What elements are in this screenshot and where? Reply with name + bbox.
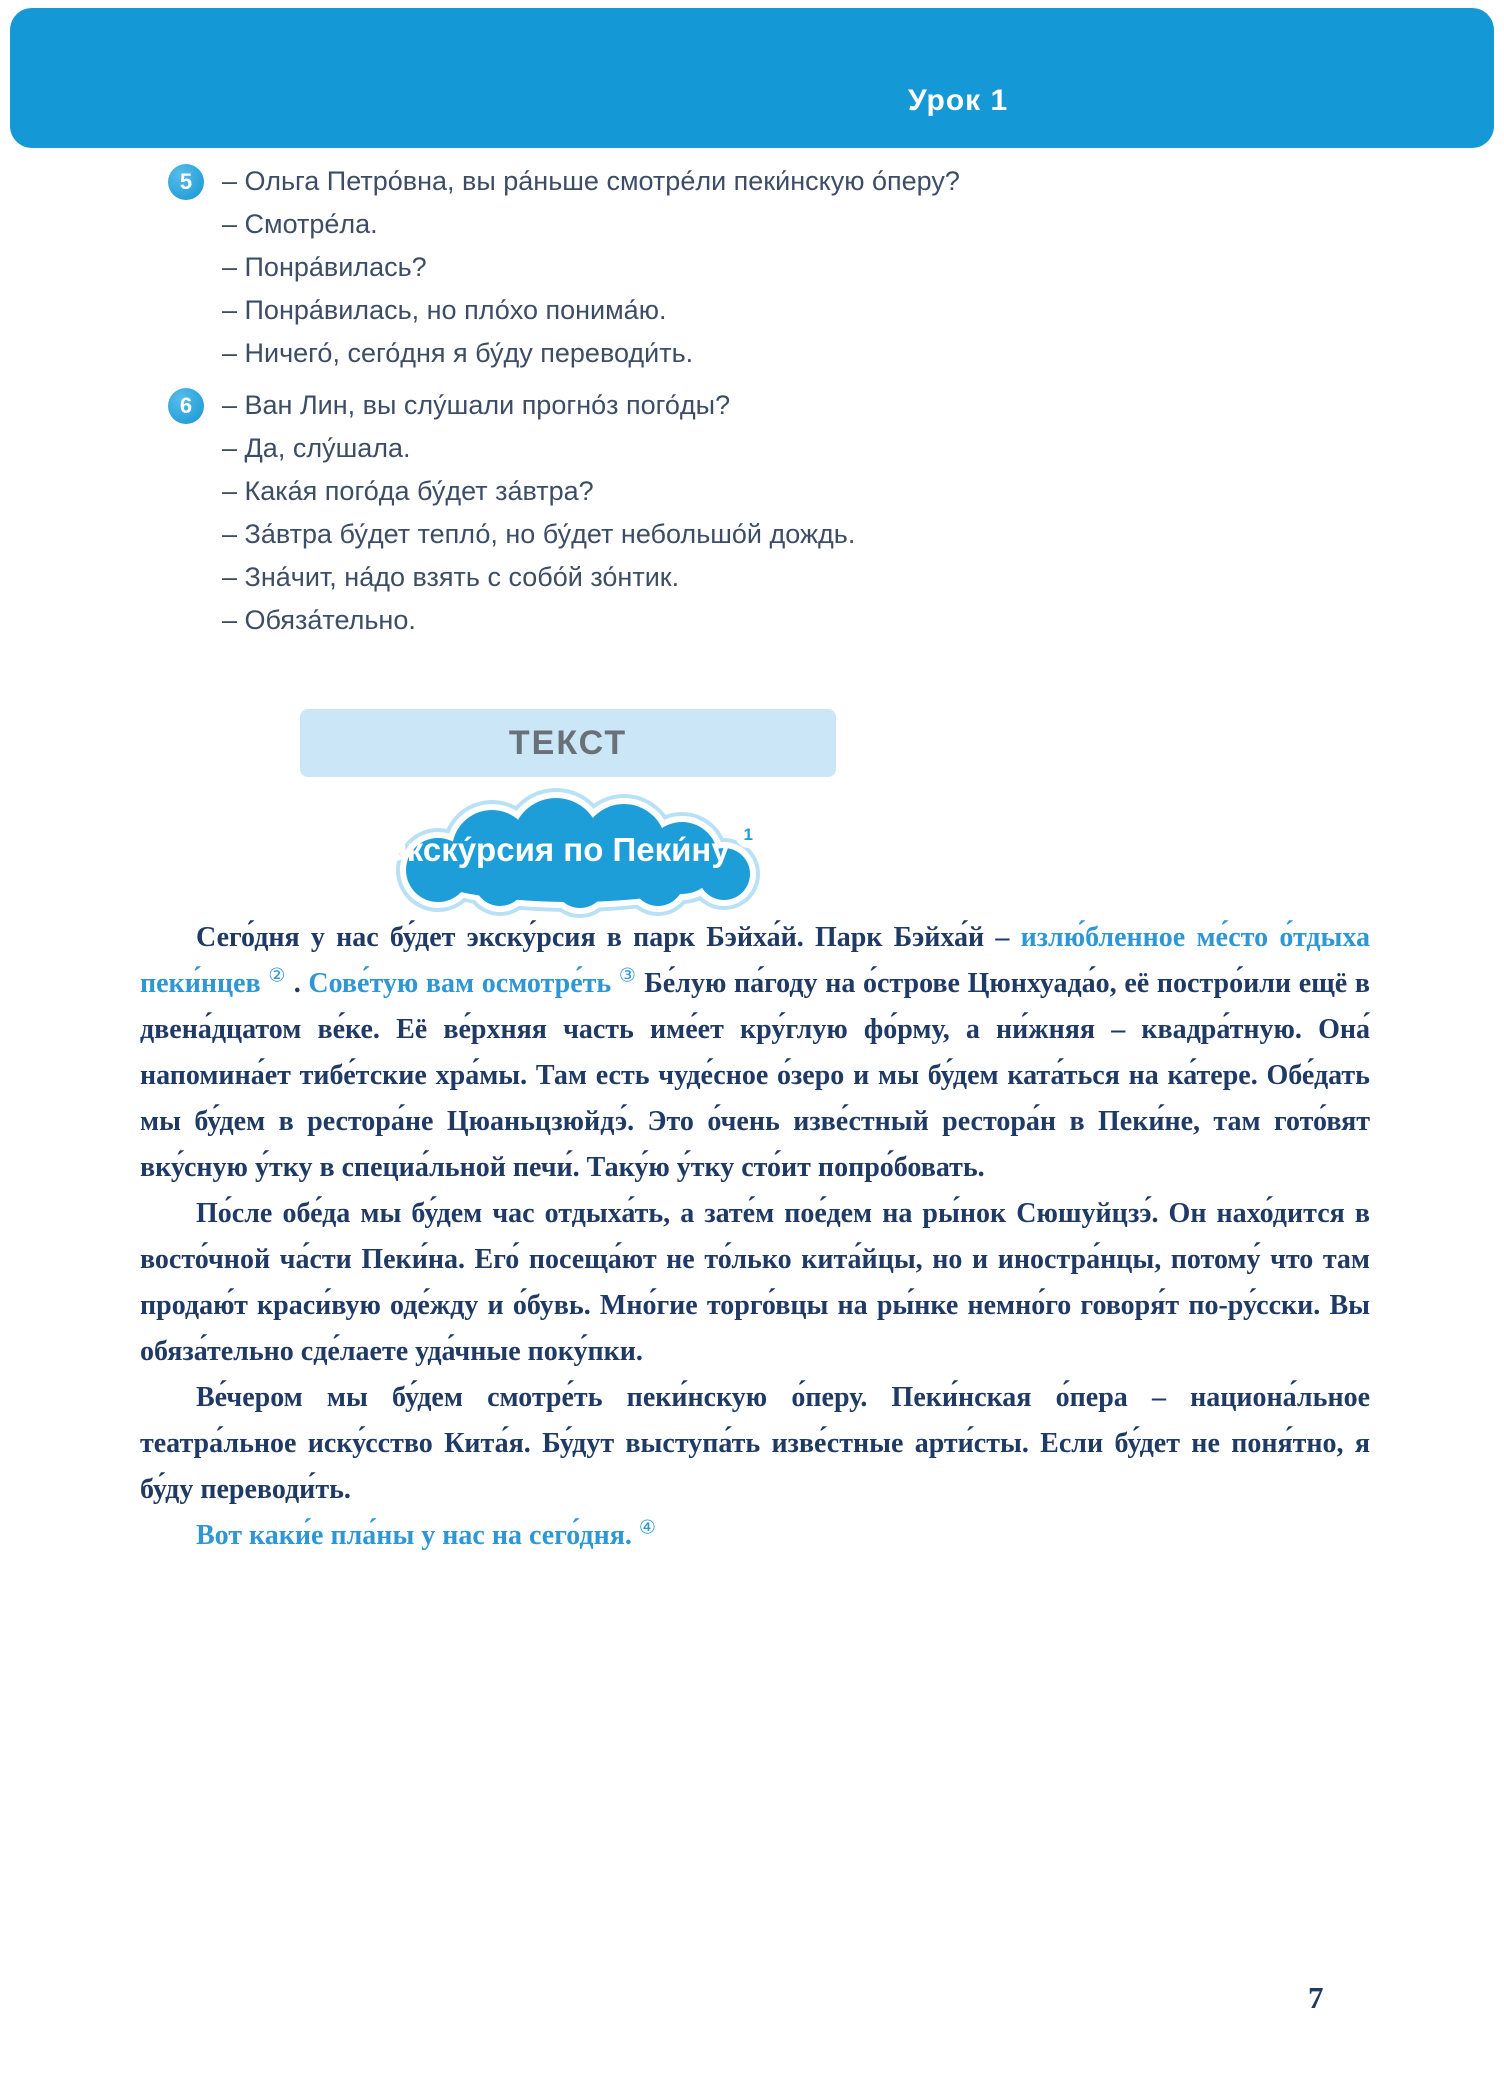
footnote-ref-2: ② bbox=[268, 965, 287, 987]
reading-text bbox=[140, 915, 1370, 1559]
page-number: 7 bbox=[1308, 1980, 1324, 2015]
dialogue-line: – Понра́вилась? bbox=[222, 252, 427, 282]
dialogue-line: – Обяза́тельно. bbox=[222, 605, 416, 635]
lesson-label: Урок 1 bbox=[908, 84, 1009, 117]
paragraph-segment-highlight: Сове́тую вам осмотре́ть bbox=[308, 968, 619, 999]
dialogue-item-5 bbox=[168, 160, 1414, 375]
title-cloud bbox=[380, 790, 765, 914]
dialogue-line: – За́втра бу́дет тепло́, но бу́дет небольшо́й дождь. bbox=[222, 519, 856, 549]
dialogue-item-6 bbox=[168, 384, 1414, 642]
header-band bbox=[10, 8, 1494, 148]
section-banner-label: ТЕКСТ bbox=[508, 723, 628, 762]
footnote-ref-3: ③ bbox=[618, 965, 637, 987]
dialogue-line: – Понра́вилась, но пло́хо понима́ю. bbox=[222, 295, 667, 325]
paragraph-segment-highlight: Вот каки́е пла́ны у нас на сего́дня. bbox=[196, 1520, 639, 1551]
footnote-badge-1: 1 bbox=[735, 821, 762, 848]
dialogue-line: – Ольга Петро́вна, вы ра́ньше смотре́ли пеки́нскую о́перу? bbox=[222, 166, 960, 196]
text-paragraph-4 bbox=[140, 1513, 1370, 1559]
dialogue-line: – Да, слу́шала. bbox=[222, 433, 411, 463]
paragraph-segment-highlight: излю́бленное ме́сто о́тдыха пеки́нцев bbox=[140, 922, 1371, 999]
paragraph-segment: По́сле обе́да мы бу́дем час отдыха́ть, а зате́м пое́дем на ры́нок Сюшуйцзэ́. Он нахо́дится в восто́чной ча́сти Пеки́на. Его́ посеща́ют не то́лько кита́йцы, но и иностра́нцы, потому́ что там продаю́т краси́вую оде́жду и о́бувь. Мно́гие торго́вцы на ры́нке немно́го говоря́т по-ру́сски. Вы обяза́тельно сде́лаете уда́чные поку́пки. bbox=[140, 1198, 1370, 1367]
paragraph-segment: Сего́дня у нас бу́дет экску́рсия в парк Бэйха́й. Парк Бэйха́й – bbox=[196, 922, 1021, 953]
text-paragraph-1 bbox=[140, 915, 1370, 1191]
text-paragraph-3 bbox=[140, 1375, 1370, 1513]
dialogue-line: – Ничего́, сего́дня я бу́ду переводи́ть. bbox=[222, 338, 694, 368]
paragraph-segment: Бе́лую па́году на о́строве Цюнхуада́о, её постро́или ещё в двена́дцатом ве́ке. Её ве́рхняя часть име́ет кру́глую фо́рму, а ни́жняя – квадра́тную. Она́ напомина́ет тибе́тские хра́мы. Там есть чуде́сное о́зеро и мы бу́дем ката́ться на ка́тере. Обе́дать мы бу́дем в рестора́не Цюаньцзюйдэ́. Это о́чень изве́стный рестора́н в Пеки́не, там гото́вят вку́сную у́тку в специа́льной печи́. Таку́ю у́тку сто́ит попро́бовать. bbox=[140, 968, 1371, 1183]
text-section-banner bbox=[300, 709, 836, 777]
footnote-ref-4: ④ bbox=[638, 1517, 656, 1539]
text-title-wrap bbox=[380, 790, 765, 914]
dialogue-number-badge: 6 bbox=[168, 388, 204, 424]
paragraph-segment: Ве́чером мы бу́дем смотре́ть пеки́нскую о́перу. Пеки́нская о́пера – национа́льное театра́льное иску́сство Кита́я. Бу́дут выступа́ть изве́стные арти́сты. Если бу́дет не поня́тно, я бу́ду переводи́ть. bbox=[140, 1382, 1370, 1505]
paragraph-segment: . bbox=[286, 968, 309, 999]
dialogue-line: – Ван Лин, вы слу́шали прогно́з пого́ды? bbox=[222, 390, 731, 420]
dialogue-line: – Кака́я пого́да бу́дет за́втра? bbox=[222, 476, 594, 506]
text-paragraph-2 bbox=[140, 1191, 1370, 1375]
dialogue-number-badge: 5 bbox=[168, 164, 204, 200]
dialogue-line: – Смотре́ла. bbox=[222, 209, 378, 239]
dialogue-line: – Зна́чит, на́до взять с собо́й зо́нтик. bbox=[222, 562, 680, 592]
text-title: Экску́рсия по Пеки́ну bbox=[383, 831, 730, 868]
